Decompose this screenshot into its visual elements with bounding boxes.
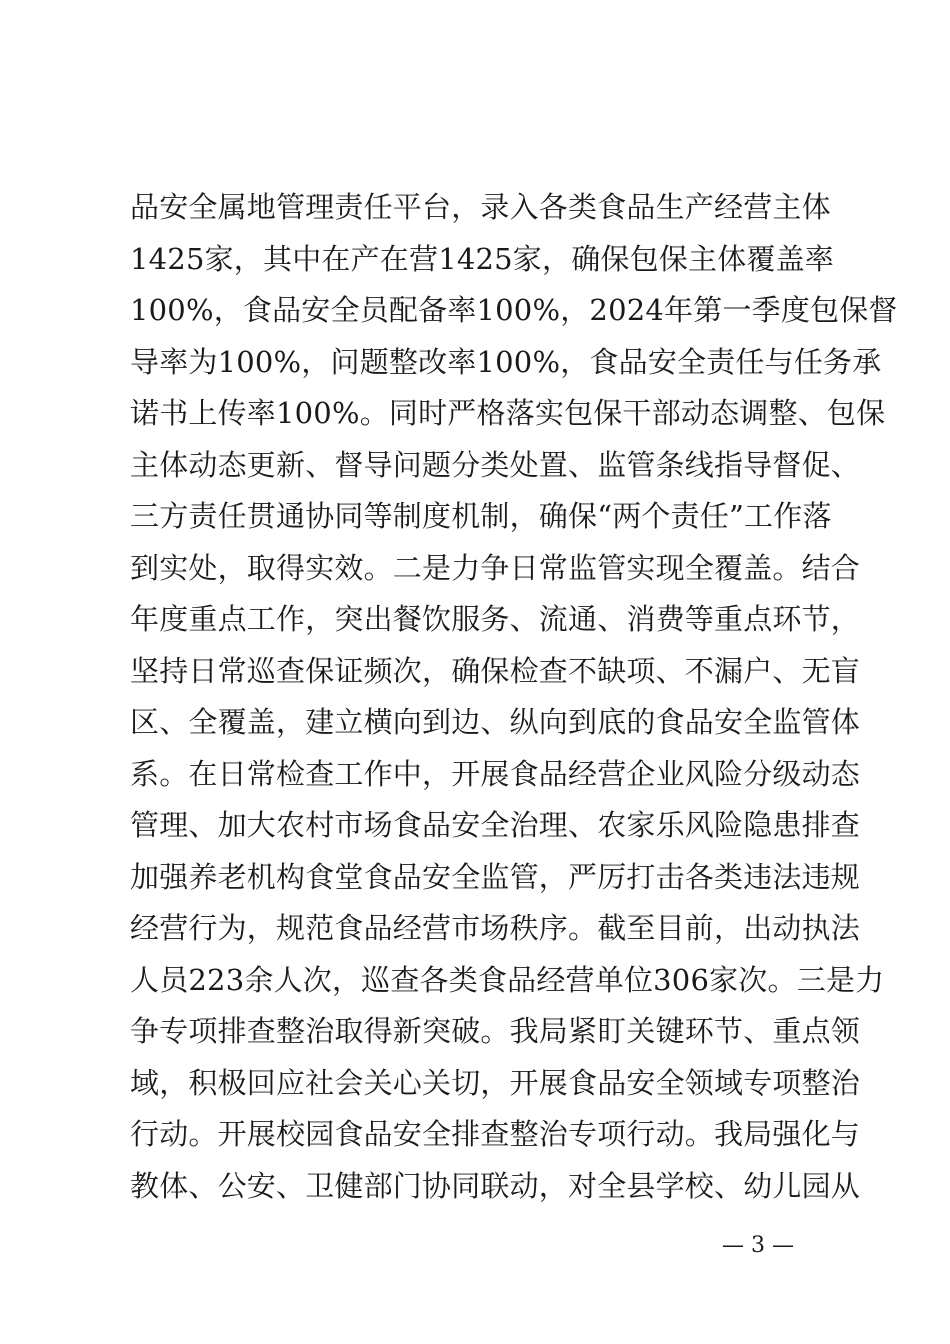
text-line: 教体、公安、卫健部门协同联动，对全县学校、幼儿园从	[130, 1168, 861, 1203]
text-line: 行动。开展校园食品安全排查整治专项行动。我局强化与	[130, 1117, 861, 1151]
text-line: 管理、加大农村市场食品安全治理、农家乐风险隐患排查	[130, 808, 861, 842]
text-line: 人员223余人次，巡查各类食品经营单位306家次。三是力	[130, 962, 885, 997]
text-line: 经营行为，规范食品经营市场秩序。截至目前，出动执法	[130, 911, 861, 945]
text-line: 争专项排查整治取得新突破。我局紧盯关键环节、重点领	[130, 1014, 861, 1048]
text-line: 100%，食品安全员配备率100%，2024年第一季度包保督	[130, 293, 898, 327]
text-line: 域，积极回应社会关心关切，开展食品安全领域专项整治	[130, 1065, 861, 1100]
text-line: 系。在日常检查工作中，开展食品经营企业风险分级动态	[130, 756, 861, 791]
body-text	[130, 182, 898, 1212]
page-number: — 3 —	[722, 1233, 794, 1258]
text-line: 品安全属地管理责任平台，录入各类食品生产经营主体	[130, 190, 831, 224]
text-line: 诺书上传率100%。同时严格落实包保干部动态调整、包保	[130, 396, 886, 430]
text-line: 三方责任贯通协同等制度机制，确保“两个责任”工作落	[130, 499, 832, 533]
text-line: 主体动态更新、督导问题分类处置、监管条线指导督促、	[130, 447, 861, 482]
text-line: 1425家，其中在产在营1425家，确保包保主体覆盖率	[130, 241, 835, 276]
text-line: 区、全覆盖，建立横向到边、纵向到底的食品安全监管体	[130, 705, 861, 739]
text-line: 年度重点工作，突出餐饮服务、流通、消费等重点环节，	[130, 602, 861, 636]
text-line: 到实处，取得实效。二是力争日常监管实现全覆盖。结合	[130, 550, 861, 585]
text-line: 坚持日常巡查保证频次，确保检查不缺项、不漏户、无盲	[130, 653, 861, 688]
text-line: 导率为100%，问题整改率100%，食品安全责任与任务承	[130, 344, 882, 379]
text-line: 加强养老机构食堂食品安全监管，严厉打击各类违法违规	[130, 859, 861, 894]
